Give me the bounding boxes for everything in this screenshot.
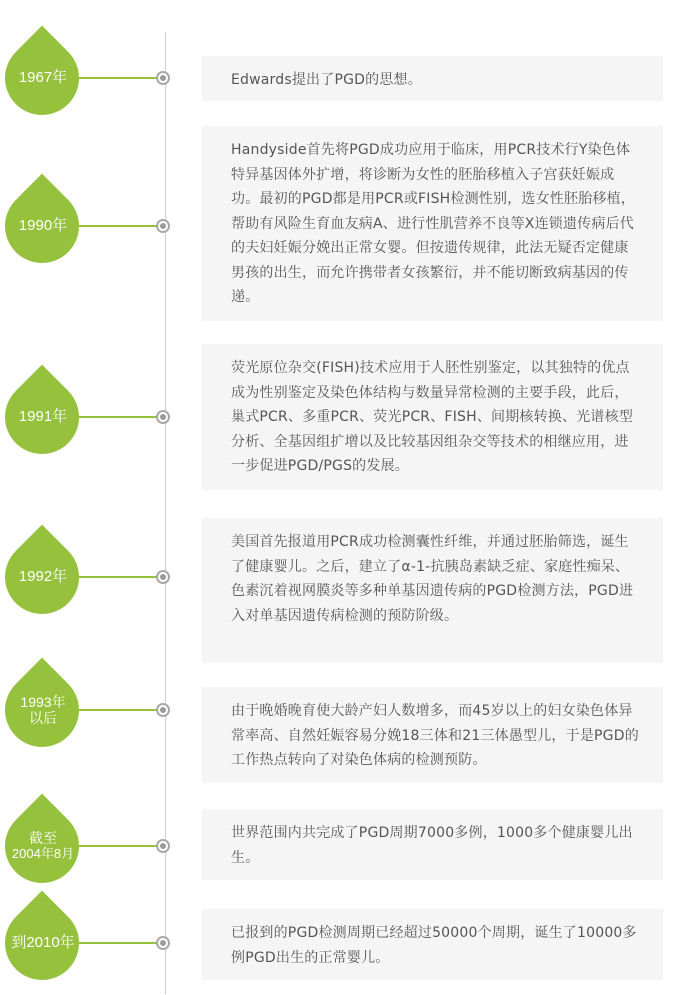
year-label-line2: 2004年8月 <box>11 846 75 861</box>
connector-line <box>79 225 157 227</box>
event-card <box>202 687 663 783</box>
timeline-node <box>156 71 170 85</box>
timeline-node <box>156 219 170 233</box>
event-description: Handyside首先将PGD成功应用于临床，用PCR技术行Y染色体特异基因体外扩增，将诊断为女性的胚胎移植入子宫获妊娠成功。最初的PGD都是用PCR或FISH检测性别，选女性胚胎移植，帮助有风险生育血友病A、进行性肌营养不良等X连锁遗传病后代的夫妇妊娠分娩出正常女婴。但按遗传规律，此法无疑否定健康男孩的出生，而允许携带者女孩繁衍，并不能切断致病基因的传递。 <box>231 142 636 305</box>
year-label: 1991年 <box>18 408 68 425</box>
connector-line <box>79 576 157 578</box>
event-card <box>202 344 663 490</box>
year-label-line1: 1993年 <box>20 694 66 710</box>
event-description: Edwards提出了PGD的思想。 <box>231 72 422 88</box>
timeline-node <box>156 703 170 717</box>
year-label-line2: 以后 <box>29 710 57 726</box>
year-label: 1967年 <box>18 69 68 86</box>
timeline-node <box>156 410 170 424</box>
event-card <box>202 909 663 980</box>
timeline-node <box>156 570 170 584</box>
year-label <box>5 809 81 883</box>
connector-line <box>79 77 157 79</box>
event-description: 美国首先报道用PCR成功检测囊性纤维，并通过胚胎筛选，诞生了健康婴儿。之后，建立了α-1-抗胰岛素缺乏症、家庭性痴呆、色素沉着视网膜炎等多种单基因遗传病的PGD检测方法，PGD进入对单基因遗传病检测的预防阶级。 <box>231 534 634 624</box>
year-label <box>5 673 81 747</box>
event-description: 已报到的PGD检测周期已经超过50000个周期，诞生了10000多例PGD出生的正常婴儿。 <box>231 925 637 966</box>
connector-line <box>79 709 157 711</box>
year-label: 1992年 <box>18 568 68 585</box>
event-description: 世界范围内共完成了PGD周期7000多例，1000多个健康婴儿出生。 <box>231 825 633 866</box>
year-label: 到2010年 <box>11 934 75 951</box>
connector-line <box>79 845 157 847</box>
year-label: 1990年 <box>18 217 68 234</box>
year-label-line1: 截至 <box>29 830 57 846</box>
timeline-node <box>156 936 170 950</box>
connector-line <box>79 416 157 418</box>
event-description: 荧光原位杂交(FISH)技术应用于人胚性别鉴定，以其独特的优点成为性别鉴定及染色体结构与数量异常检测的主要手段，此后，巢式PCR、多重PCR、荧光PCR、FISH、间期核转换、光谱核型分析、全基因组扩增以及比较基因组杂交等技术的相继应用，进一步促进PGD/PGS的发展。 <box>231 360 634 474</box>
timeline-node <box>156 839 170 853</box>
event-description: 由于晚婚晚育使大龄产妇人数增多，而45岁以上的妇女染色体异常率高、自然妊娠容易分娩18三体和21三体愚型儿，于是PGD的工作热点转向了对染色体病的检测预防。 <box>231 703 639 768</box>
event-card <box>202 518 663 663</box>
connector-line <box>79 942 157 944</box>
event-card <box>202 809 663 880</box>
event-card <box>202 56 663 101</box>
event-card <box>202 126 663 321</box>
